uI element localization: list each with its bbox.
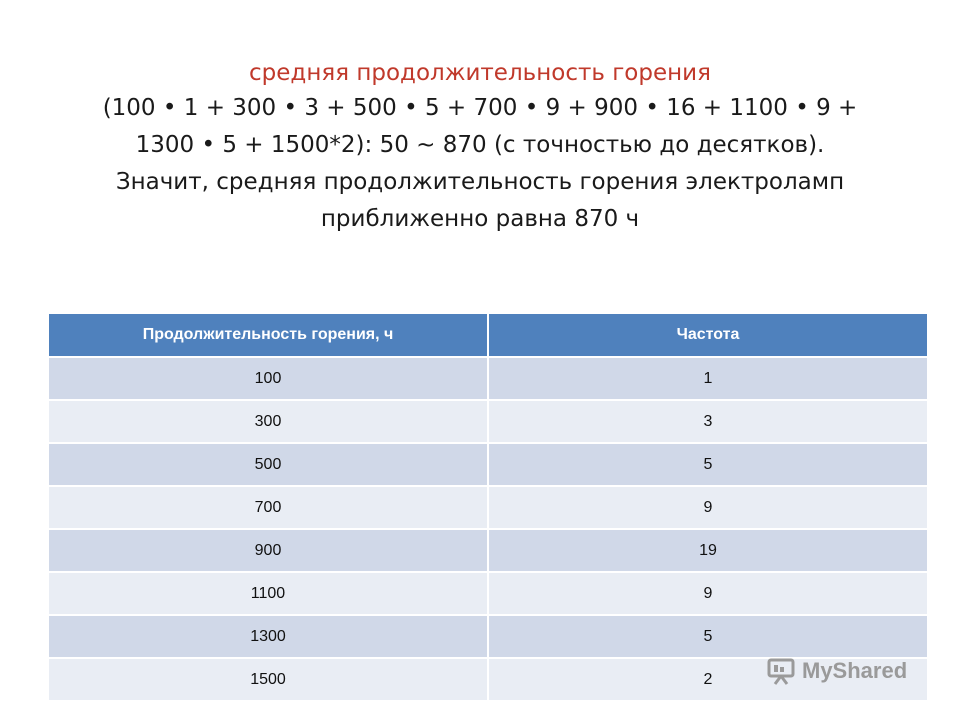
- table-row: [49, 615, 927, 658]
- watermark-text: MyShared: [802, 658, 908, 683]
- frequency-cell: 5: [488, 443, 927, 486]
- frequency-cell: 9: [488, 572, 927, 615]
- duration-cell: 700: [49, 486, 488, 529]
- slide-title: средняя продолжительность горения: [249, 60, 711, 86]
- frequency-cell: 2: [488, 658, 927, 700]
- table-row: [49, 486, 927, 529]
- duration-cell: 900: [49, 529, 488, 572]
- table-row: [49, 572, 927, 615]
- myshared-watermark: [766, 656, 907, 686]
- duration-cell: 1300: [49, 615, 488, 658]
- frequency-table: [49, 314, 927, 700]
- slide-heading: [60, 56, 900, 238]
- frequency-cell: 3: [488, 400, 927, 443]
- frequency-cell: 9: [488, 486, 927, 529]
- column-header-duration: Продолжительность горения, ч: [49, 314, 488, 357]
- column-header-frequency: Частота: [488, 314, 927, 357]
- conclusion-line-1: Значит, средняя продолжительность горения электроламп: [115, 169, 845, 195]
- table-header-row: [49, 314, 927, 357]
- table-row: [49, 400, 927, 443]
- formula-line-2: 1300 • 5 + 1500*2): 50 ~ 870 (с точностью до десятков).: [135, 132, 825, 158]
- duration-cell: 1100: [49, 572, 488, 615]
- presentation-board-icon: [766, 656, 796, 686]
- duration-cell: 300: [49, 400, 488, 443]
- conclusion-line-2: приближенно равна 870 ч: [320, 206, 640, 232]
- table-row: [49, 443, 927, 486]
- frequency-cell: 19: [488, 529, 927, 572]
- duration-cell: 500: [49, 443, 488, 486]
- frequency-cell: 1: [488, 357, 927, 400]
- duration-cell: 1500: [49, 658, 488, 700]
- table-row: [49, 529, 927, 572]
- table-row: [49, 357, 927, 400]
- duration-cell: 100: [49, 357, 488, 400]
- frequency-cell: 5: [488, 615, 927, 658]
- formula-line-1: (100 • 1 + 300 • 3 + 500 • 5 + 700 • 9 + 900 • 16 + 1100 • 9 +: [102, 95, 858, 121]
